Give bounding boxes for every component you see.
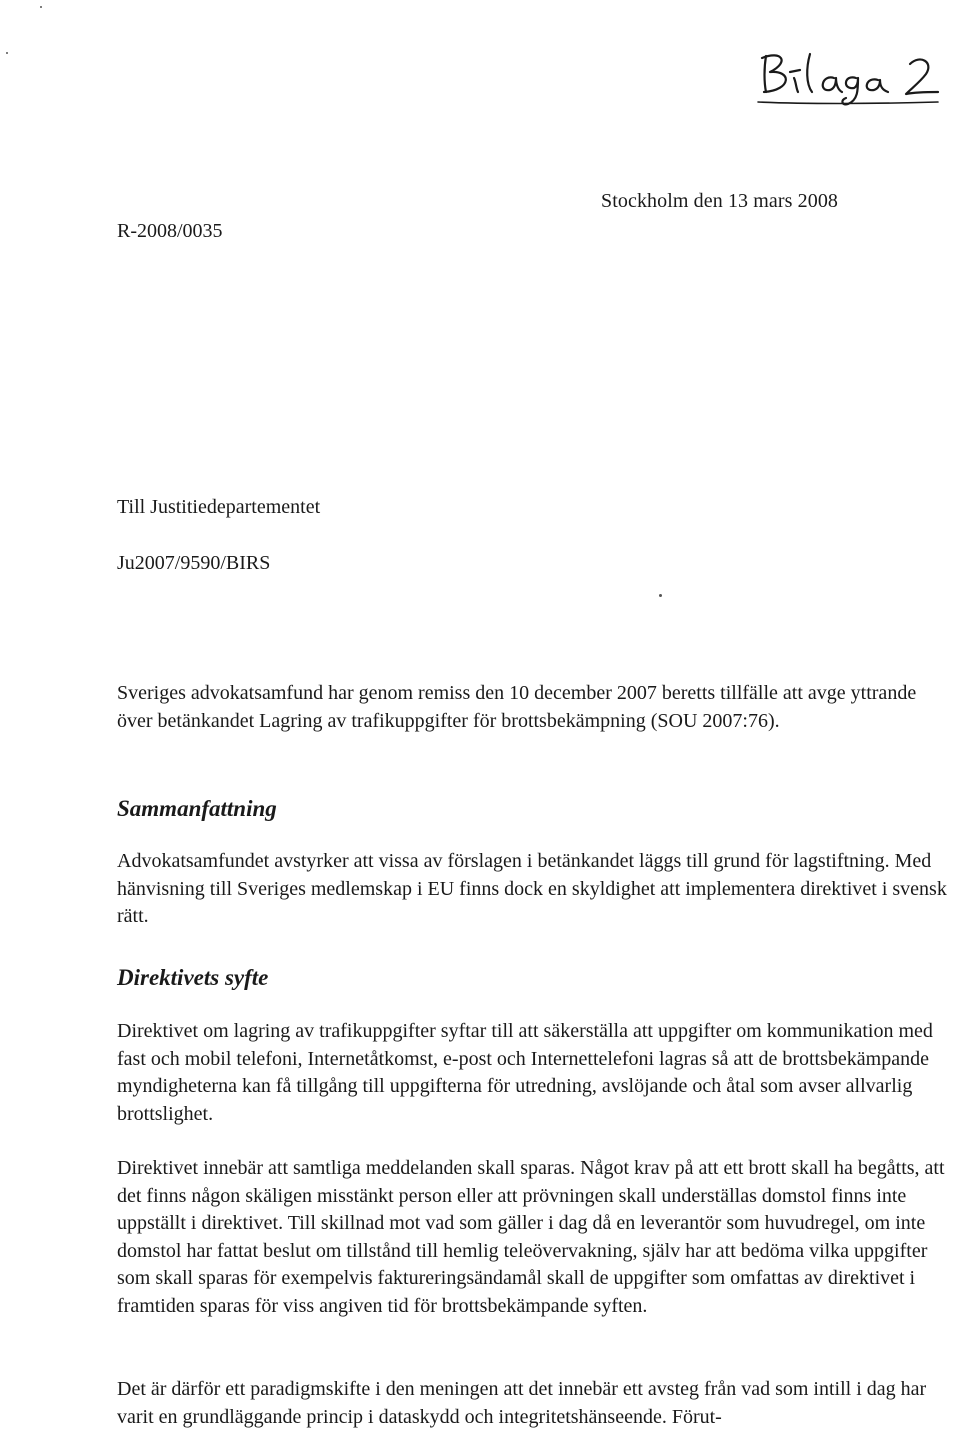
purpose-paragraph-2: Direktivet innebär att samtliga meddelanden skall sparas. Något krav på att ett brott skall ha begåtts, att det finns någon skäligen misstänkt person eller att prövningen skall underställas domstol finns inte uppställt i direktivet. Till skillnad mot vad som gäller i dag då en leverantör som huvudregel, om inte domstol har fattat beslut om tillstånd till hemlig teleövervakning, själv har att bedöma vilka uppgifter som skall sparas för exempelvis faktureringsändamål skall de uppgifter som omfattas av direktivet i framtiden sparas för viss angiven tid för brottsbekämpande syften. (117, 1157, 945, 1317)
handwriting-icon (752, 48, 942, 108)
scan-speck (659, 594, 662, 597)
handwritten-annotation (752, 48, 942, 108)
summary-paragraph: Advokatsamfundet avstyrker att vissa av förslagen i betänkandet läggs till grund för lagstiftning. Med hänvisning till Sveriges medlemskap i EU finns dock en skyldighet att implementera direktivet i svensk rätt. (117, 850, 947, 927)
date-line: Stockholm den 13 mars 2008 (601, 190, 839, 212)
scan-speck (6, 52, 8, 54)
purpose-paragraph-3: Det är därför ett paradigmskifte i den meningen att det innebär ett avsteg från vad som intill i dag har varit en grundläggande princip i dataskydd och integritetshänseende. Förut- (117, 1378, 927, 1428)
recipient: Till Justitiedepartementet (117, 496, 321, 518)
scan-speck (40, 6, 42, 8)
reference-number: R-2008/0035 (117, 220, 223, 242)
section-heading-sammanfattning: Sammanfattning (117, 796, 277, 821)
case-number: Ju2007/9590/BIRS (117, 552, 271, 574)
purpose-paragraph-1: Direktivet om lagring av trafikuppgifter syftar till att säkerställa att uppgifter om kommunikation med fast och mobil telefoni, Internetåtkomst, e-post och Internettelefoni lagras så att de brottsbekämpande myndigheterna kan få tillgång till uppgifterna för utredning, avslöjande och åtal som avser allvarlig brottslighet. (117, 1020, 933, 1125)
section-heading-direktivets-syfte: Direktivets syfte (117, 965, 269, 990)
intro-paragraph: Sveriges advokatsamfund har genom remiss den 10 december 2007 beretts tillfälle att avge yttrande över betänkandet Lagring av trafikuppgifter för brottsbekämpning (SOU 2007:76). (117, 682, 917, 732)
